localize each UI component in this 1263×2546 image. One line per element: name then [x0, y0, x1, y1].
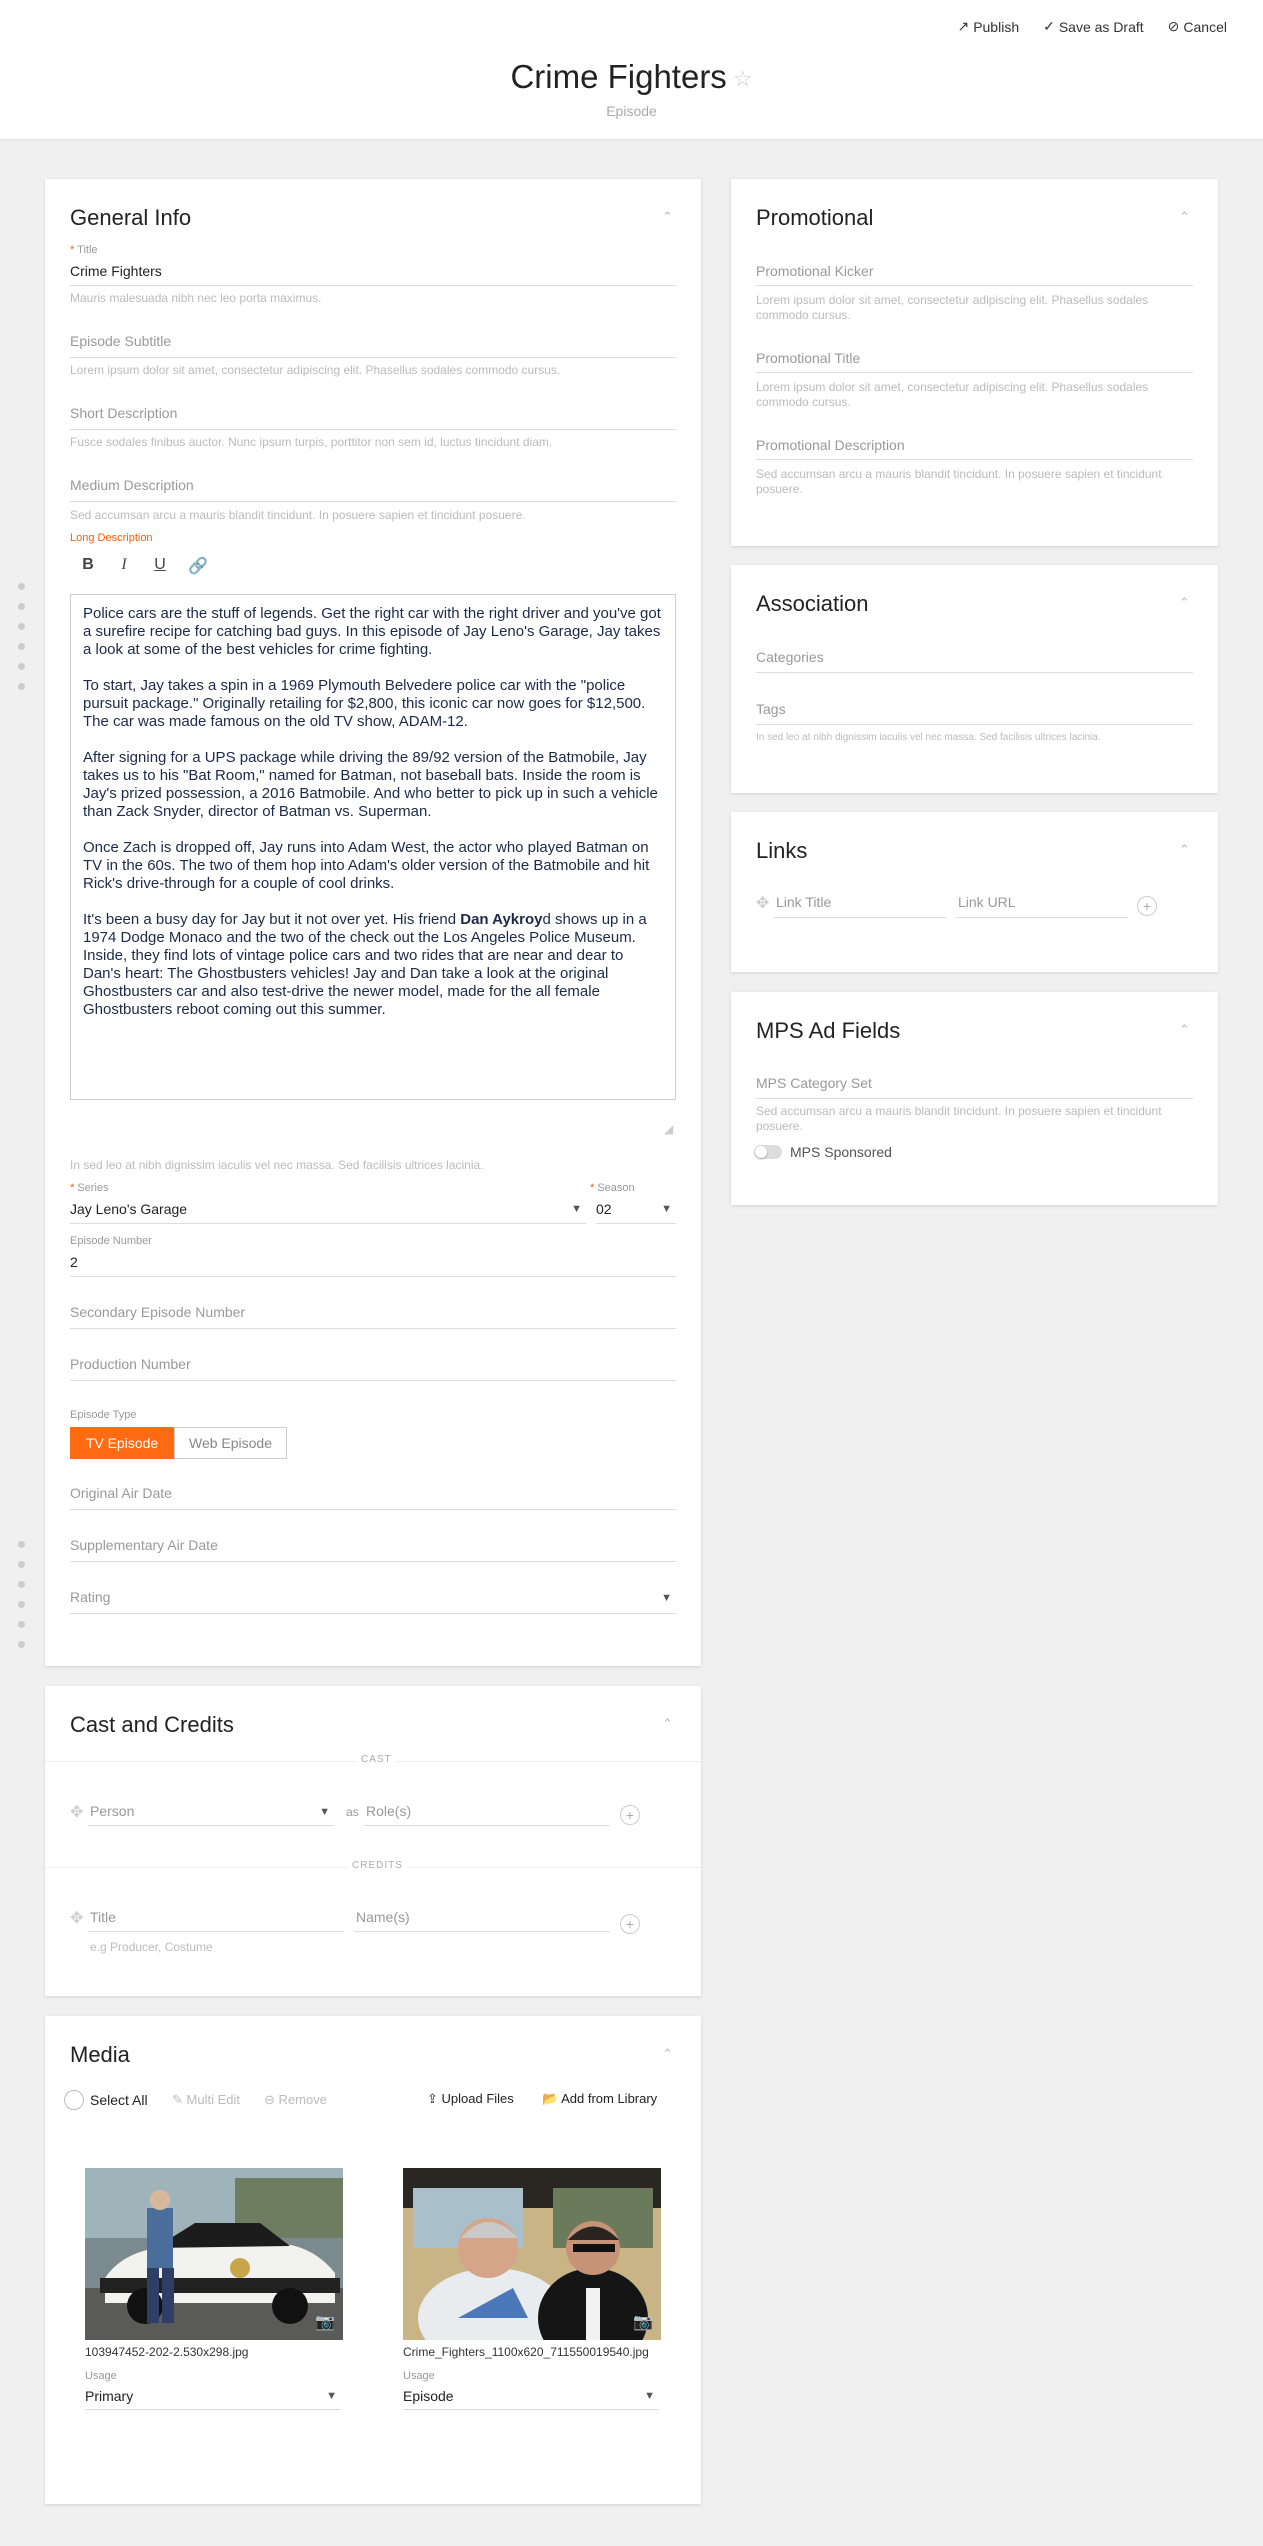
- card-title: MPS Ad Fields: [756, 1018, 901, 1043]
- tags-placeholder: Tags: [756, 701, 786, 717]
- caret-down-icon: ▼: [319, 1806, 330, 1818]
- chevron-up-icon[interactable]: ⌃: [1179, 1022, 1190, 1037]
- page-title: Crime Fighters ☆: [510, 58, 753, 95]
- episode-number-field[interactable]: [70, 1249, 676, 1277]
- star-icon[interactable]: ☆: [732, 66, 753, 92]
- media-thumbnail-car-interior[interactable]: [403, 2168, 661, 2340]
- season-value: 02: [596, 1201, 612, 1217]
- card-title: Association: [756, 591, 869, 616]
- card-title: Links: [756, 838, 808, 863]
- promotional-description-help: Sed accumsan arcu a mauris blandit tincidunt. In posuere sapien et tincidunt posuere.: [756, 467, 1162, 496]
- italic-icon[interactable]: I: [121, 556, 127, 573]
- short-description-field[interactable]: [70, 402, 676, 430]
- credit-title-field[interactable]: [88, 1906, 344, 1932]
- episode-subtitle-help: Lorem ipsum dolor sit amet, consectetur adipiscing elit. Phasellus sodales commodo cursus.: [70, 363, 561, 377]
- credit-title-help: e.g Producer, Costume: [90, 1940, 213, 1954]
- credit-title-placeholder: Title: [90, 1909, 116, 1925]
- add-credit-button[interactable]: +: [620, 1914, 640, 1934]
- police-car-photo: [85, 2168, 343, 2340]
- title-help: Mauris malesuada nibh nec leo porta maximus.: [70, 291, 322, 305]
- caret-down-icon: ▼: [644, 2390, 655, 2402]
- production-number-placeholder: Production Number: [70, 1356, 191, 1372]
- categories-placeholder: Categories: [756, 649, 824, 665]
- series-label: * Series: [70, 1182, 109, 1194]
- bold-icon[interactable]: B: [82, 556, 94, 573]
- promotional-title-placeholder: Promotional Title: [756, 350, 861, 366]
- title-field[interactable]: [70, 258, 676, 286]
- supplementary-air-date-placeholder: Supplementary Air Date: [70, 1537, 218, 1553]
- season-select[interactable]: [596, 1196, 676, 1224]
- save-draft-button[interactable]: ✓ Save as Draft: [1043, 18, 1144, 35]
- link-title-placeholder: Link Title: [776, 894, 832, 910]
- as-label: as: [346, 1805, 359, 1819]
- caret-down-icon: ▼: [571, 1203, 582, 1215]
- season-label: * Season: [590, 1182, 635, 1194]
- edit-icon: ✎: [172, 2092, 187, 2107]
- car-interior-photo: [403, 2168, 661, 2340]
- original-air-date-placeholder: Original Air Date: [70, 1485, 172, 1501]
- camera-icon[interactable]: 📷: [315, 2314, 335, 2331]
- add-cast-button[interactable]: +: [620, 1805, 640, 1825]
- promotional-kicker-placeholder: Promotional Kicker: [756, 263, 874, 279]
- promotional-description-placeholder: Promotional Description: [756, 437, 905, 453]
- person-placeholder: Person: [90, 1803, 135, 1819]
- roles-placeholder: Role(s): [366, 1803, 412, 1819]
- cancel-button[interactable]: ⊘ Cancel: [1167, 18, 1227, 35]
- mps-sponsored-toggle[interactable]: [754, 1145, 782, 1159]
- drag-icon[interactable]: ✥: [70, 1804, 84, 1821]
- association-card: [731, 565, 1218, 793]
- upload-files-button[interactable]: ⇪ Upload Files: [427, 2091, 514, 2106]
- roles-field[interactable]: [364, 1800, 610, 1826]
- media-filename: Crime_Fighters_1100x620_711550019540.jpg: [403, 2345, 649, 2359]
- check-icon: ✓: [1043, 18, 1055, 34]
- original-air-date-field[interactable]: [70, 1482, 676, 1510]
- short-description-help: Fusce sodales finibus auctor. Nunc ipsum turpis, porttitor non sem id, luctus tincidunt diam.: [70, 435, 553, 449]
- media-filename: 103947452-202-2.530x298.jpg: [85, 2345, 249, 2359]
- usage-label: Usage: [403, 2370, 435, 2382]
- person-select[interactable]: [88, 1800, 334, 1826]
- caret-down-icon: ▼: [661, 1592, 672, 1604]
- title-value: Crime Fighters: [70, 263, 162, 279]
- add-link-button[interactable]: +: [1137, 896, 1157, 916]
- usage-select[interactable]: [403, 2384, 659, 2410]
- title-label: * Title: [70, 244, 98, 256]
- episode-number-value: 2: [70, 1254, 78, 1270]
- page-subtitle: Episode: [606, 103, 657, 119]
- usage-label: Usage: [85, 2370, 117, 2382]
- rating-select[interactable]: [70, 1586, 676, 1614]
- episode-subtitle-field[interactable]: [70, 330, 676, 358]
- drag-handle-dots[interactable]: [18, 583, 26, 703]
- promotional-kicker-help: Lorem ipsum dolor sit amet, consectetur adipiscing elit. Phasellus sodales commodo cursus.: [756, 293, 1149, 322]
- editor-paragraph: Police cars are the stuff of legends. Get the right car with the right driver and you've got a surefire recipe for catching bad guys. In this episode of Jay Leno's Garage, Jay takes a look at some of the best vehicles for crime fighting.: [83, 605, 661, 658]
- top-actions: [957, 18, 1227, 35]
- mps-category-set-placeholder: MPS Category Set: [756, 1075, 872, 1091]
- chevron-up-icon[interactable]: ⌃: [1179, 842, 1190, 857]
- media-thumbnail-police-car[interactable]: [85, 2168, 343, 2340]
- caret-down-icon: ▼: [661, 1203, 672, 1215]
- add-from-library-button[interactable]: 📂 Add from Library: [542, 2091, 658, 2106]
- editor-toolbar: [80, 556, 208, 576]
- card-title: Promotional: [756, 205, 874, 230]
- multi-edit-button[interactable]: ✎ Multi Edit: [172, 2092, 240, 2107]
- episode-subtitle-placeholder: Episode Subtitle: [70, 333, 172, 349]
- rating-placeholder: Rating: [70, 1589, 111, 1605]
- episode-type-label: Episode Type: [70, 1409, 137, 1421]
- chevron-up-icon[interactable]: ⌃: [662, 209, 673, 224]
- promotional-description-field[interactable]: [756, 432, 1193, 460]
- medium-description-placeholder: Medium Description: [70, 477, 194, 493]
- link-url-field[interactable]: [956, 892, 1128, 918]
- chevron-up-icon[interactable]: ⌃: [662, 1716, 673, 1731]
- usage-value: Episode: [403, 2388, 454, 2404]
- usage-select[interactable]: [85, 2384, 341, 2410]
- drag-icon[interactable]: ✥: [756, 895, 770, 912]
- remove-icon: ⊖: [264, 2092, 279, 2107]
- card-title: General Info: [70, 205, 192, 230]
- mps-category-set-help: Sed accumsan arcu a mauris blandit tincidunt. In posuere sapien et tincidunt posuere.: [756, 1104, 1162, 1133]
- link-icon[interactable]: 🔗: [188, 558, 208, 575]
- chevron-up-icon[interactable]: ⌃: [1179, 595, 1190, 610]
- association-help: In sed leo at nibh dignissim iaculis vel nec massa. Sed facilisis ultrices lacinia.: [756, 732, 1101, 743]
- long-description-help: In sed leo at nibh dignissim iaculis vel nec massa. Sed facilisis ultrices lacinia.: [70, 1158, 484, 1172]
- remove-button[interactable]: ⊖ Remove: [264, 2092, 327, 2107]
- series-value: Jay Leno's Garage: [70, 1201, 188, 1217]
- folder-icon: 📂: [542, 2091, 562, 2106]
- upload-icon: ⇪: [427, 2091, 442, 2106]
- editor-paragraph: It's been a busy day for Jay but it not over yet. His friend Dan Aykroyd shows up in a 1974 Dodge Monaco and the two of the check out the Los Angeles Police Museum. Inside, they find lots of vintage police cars and two rides that are near and dear to Dan's heart: The Ghostbusters vehicles! Jay and Dan take a look at the original Ghostbusters car and also test-drive the newer model, made for the all female Ghostbusters reboot coming out this summer.: [83, 911, 647, 1018]
- ban-icon: ⊘: [1167, 18, 1180, 34]
- promotional-kicker-field[interactable]: [756, 258, 1193, 286]
- long-description-editor[interactable]: [70, 594, 676, 1100]
- link-url-placeholder: Link URL: [958, 894, 1016, 910]
- episode-number-label: Episode Number: [70, 1235, 152, 1247]
- chevron-up-icon[interactable]: ⌃: [1179, 209, 1190, 224]
- credit-names-field[interactable]: [354, 1906, 610, 1932]
- underline-icon[interactable]: U: [154, 556, 166, 573]
- promotional-title-field[interactable]: [756, 345, 1193, 373]
- categories-field[interactable]: [756, 645, 1193, 673]
- drag-icon[interactable]: ✥: [70, 1910, 84, 1927]
- publish-button[interactable]: ↗ Publish: [957, 18, 1020, 35]
- tv-episode-button[interactable]: TV Episode: [70, 1427, 174, 1459]
- chevron-up-icon[interactable]: ⌃: [662, 2046, 673, 2061]
- long-description-label: Long Description: [70, 532, 153, 544]
- web-episode-button[interactable]: Web Episode: [174, 1427, 287, 1459]
- usage-value: Primary: [85, 2388, 134, 2404]
- medium-description-field[interactable]: [70, 474, 676, 502]
- card-title: Cast and Credits: [70, 1712, 234, 1737]
- mps-sponsored-label: MPS Sponsored: [790, 1144, 892, 1160]
- medium-description-help: Sed accumsan arcu a mauris blandit tincidunt. In posuere sapien et tincidunt posuere.: [70, 508, 526, 522]
- supplementary-air-date-field[interactable]: [70, 1534, 676, 1562]
- secondary-episode-number-field[interactable]: [70, 1301, 676, 1329]
- series-select[interactable]: [70, 1196, 586, 1224]
- card-title: Media: [70, 2042, 130, 2067]
- top-bar: [0, 0, 1263, 140]
- camera-icon[interactable]: 📷: [633, 2314, 653, 2331]
- resize-handle-icon[interactable]: ◢: [664, 1122, 674, 1136]
- editor-paragraph: After signing for a UPS package while driving the 89/92 version of the Batmobile, Jay takes us to his "Bat Room," named for Batman, not baseball bats. Inside the room is Jay's prized possession, a 2016 Batmobile. And who better to pick up in such a vehicle than Zack Snyder, director of Batman vs. Superman.: [83, 749, 658, 820]
- production-number-field[interactable]: [70, 1353, 676, 1381]
- editor-paragraph: To start, Jay takes a spin in a 1969 Plymouth Belvedere police car with the "police pursuit package." Originally retailing for $2,800, this iconic car now goes for $12,500. The car was made famous on the old TV show, ADAM-12.: [83, 677, 646, 730]
- credit-names-placeholder: Name(s): [356, 1909, 410, 1925]
- mps-category-set-field[interactable]: [756, 1071, 1193, 1099]
- select-all-label[interactable]: Select All: [90, 2092, 148, 2108]
- credits-section-label: CREDITS: [348, 1860, 407, 1871]
- drag-handle-dots[interactable]: [18, 1541, 26, 1661]
- tags-field[interactable]: [756, 697, 1193, 725]
- cast-section-label: CAST: [357, 1754, 396, 1765]
- secondary-episode-number-placeholder: Secondary Episode Number: [70, 1304, 246, 1320]
- select-all-checkbox[interactable]: [64, 2090, 84, 2110]
- link-title-field[interactable]: [774, 892, 946, 918]
- editor-paragraph: Once Zach is dropped off, Jay runs into Adam West, the actor who played Batman on TV in the 60s. The two of them hop into Adam's older version of the Batmobile and hit Rick's drive-through for a couple of cool drinks.: [83, 839, 650, 892]
- promotional-title-help: Lorem ipsum dolor sit amet, consectetur adipiscing elit. Phasellus sodales commodo cursus.: [756, 380, 1149, 409]
- caret-down-icon: ▼: [326, 2390, 337, 2402]
- external-link-icon: ↗: [957, 18, 970, 34]
- short-description-placeholder: Short Description: [70, 405, 178, 421]
